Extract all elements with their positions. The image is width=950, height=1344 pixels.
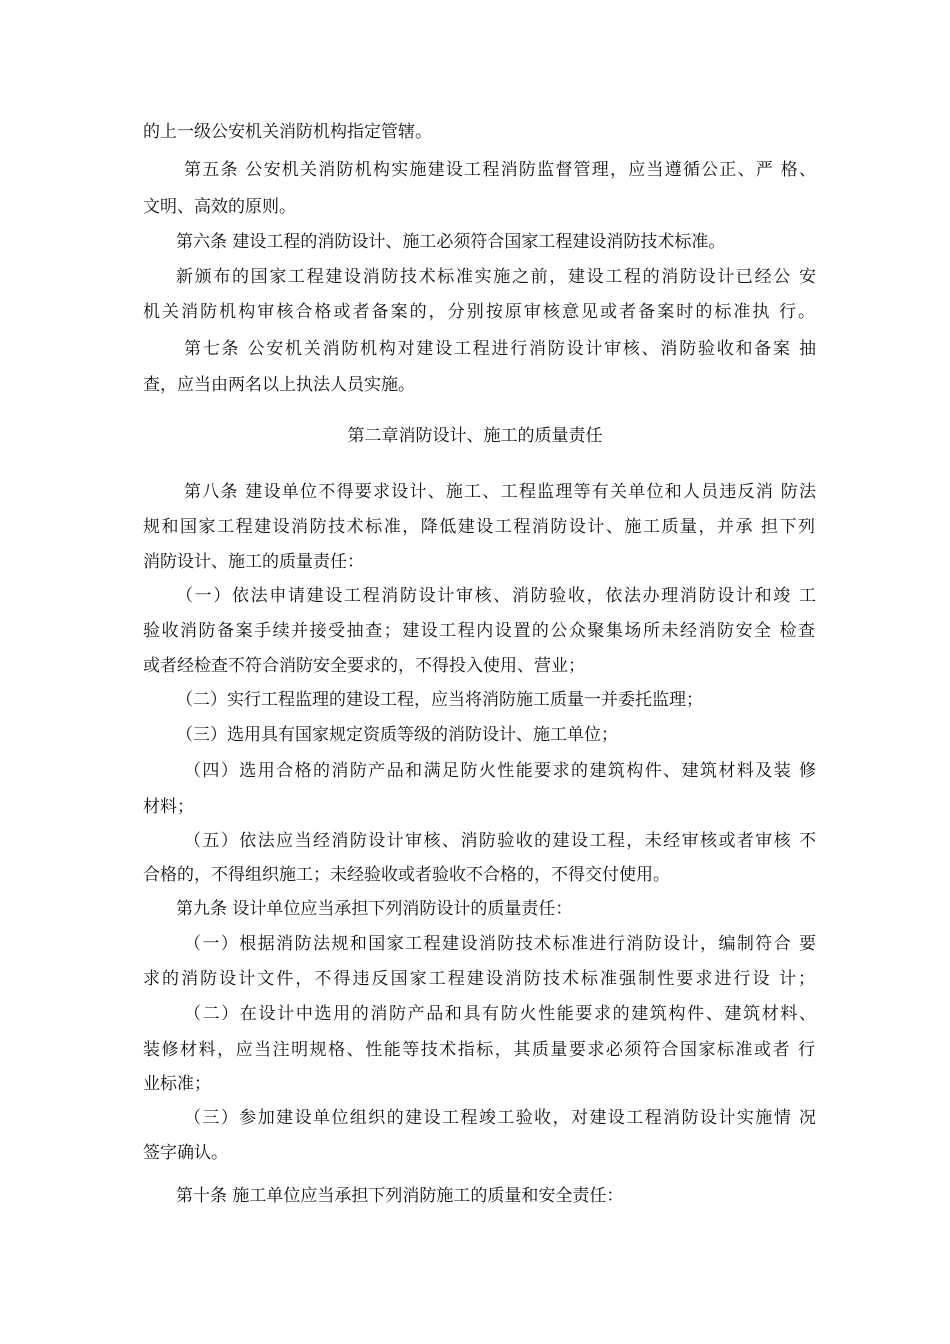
text-line: 机关消防机构审核合格或者备案的，分别按原审核意见或者备案时的标准执 行。	[143, 302, 815, 322]
text-line: 的上一级公安机关消防机构指定管辖。	[143, 122, 432, 142]
article-6-line: 第六条 建设工程的消防设计、施工必须符合国家工程建设消防技术标准。	[176, 232, 726, 252]
article-7-line: 第七条 公安机关消防机构对建设工程进行消防设计审核、消防验收和备案 抽	[184, 339, 816, 359]
text-line: 验收消防备案手续并接受抽查；建设工程内设置的公众聚集场所未经消防安全 检查	[143, 621, 815, 641]
list-item-line: （一）根据消防法规和国家工程建设消防技术标准进行消防设计，编制符合 要	[184, 934, 816, 954]
text-line: 文明、高效的原则。	[143, 197, 296, 217]
text-line: 或者经检查不符合消防安全要求的，不得投入使用、营业；	[143, 656, 585, 676]
list-item-line: （三）参加建设单位组织的建设工程竣工验收，对建设工程消防设计实施情 况	[184, 1108, 816, 1128]
list-item-line: （四）选用合格的消防产品和满足防火性能要求的建筑构件、建筑材料及装 修	[184, 761, 816, 781]
text-line: 新颁布的国家工程建设消防技术标准实施之前，建设工程的消防设计已经公 安	[176, 267, 816, 287]
article-10-line: 第十条 施工单位应当承担下列消防施工的质量和安全责任：	[176, 1186, 624, 1206]
chapter-heading: 第二章消防设计、施工的质量责任	[347, 426, 603, 446]
list-item-line: （三）选用具有国家规定资质等级的消防设计、施工单位；	[176, 725, 618, 745]
list-item-line: （五）依法应当经消防设计审核、消防验收的建设工程，未经审核或者审核 不	[184, 831, 816, 851]
text-line: 合格的，不得组织施工；未经验收或者验收不合格的，不得交付使用。	[143, 865, 670, 885]
article-5-line: 第五条 公安机关消防机构实施建设工程消防监督管理，应当遵循公正、严 格、	[184, 160, 816, 180]
list-item-line: （二）实行工程监理的建设工程，应当将消防施工质量一并委托监理；	[176, 690, 703, 710]
text-line: 材料；	[143, 797, 194, 817]
text-line: 求的消防设计文件，不得违反国家工程建设消防技术标准强制性要求进行设 计；	[143, 969, 815, 989]
text-line: 查，应当由两名以上执法人员实施。	[143, 375, 415, 395]
text-line: 签字确认。	[143, 1143, 228, 1163]
list-item-line: （二）在设计中选用的消防产品和具有防火性能要求的建筑构件、建筑材料、	[184, 1004, 816, 1024]
list-item-line: （一）依法申请建设工程消防设计审核、消防验收，依法办理消防设计和竣 工	[176, 586, 816, 606]
article-8-line: 第八条 建设单位不得要求设计、施工、工程监理等有关单位和人员违反消 防法	[184, 482, 816, 502]
article-9-line: 第九条 设计单位应当承担下列消防设计的质量责任：	[176, 899, 573, 919]
text-line: 业标准；	[143, 1074, 211, 1094]
text-line: 消防设计、施工的质量责任：	[143, 552, 364, 572]
text-line: 装修材料，应当注明规格、性能等技术指标，其质量要求必须符合国家标准或者 行	[143, 1040, 815, 1060]
text-line: 规和国家工程建设消防技术标准，降低建设工程消防设计、施工质量，并承 担下列	[143, 517, 815, 537]
